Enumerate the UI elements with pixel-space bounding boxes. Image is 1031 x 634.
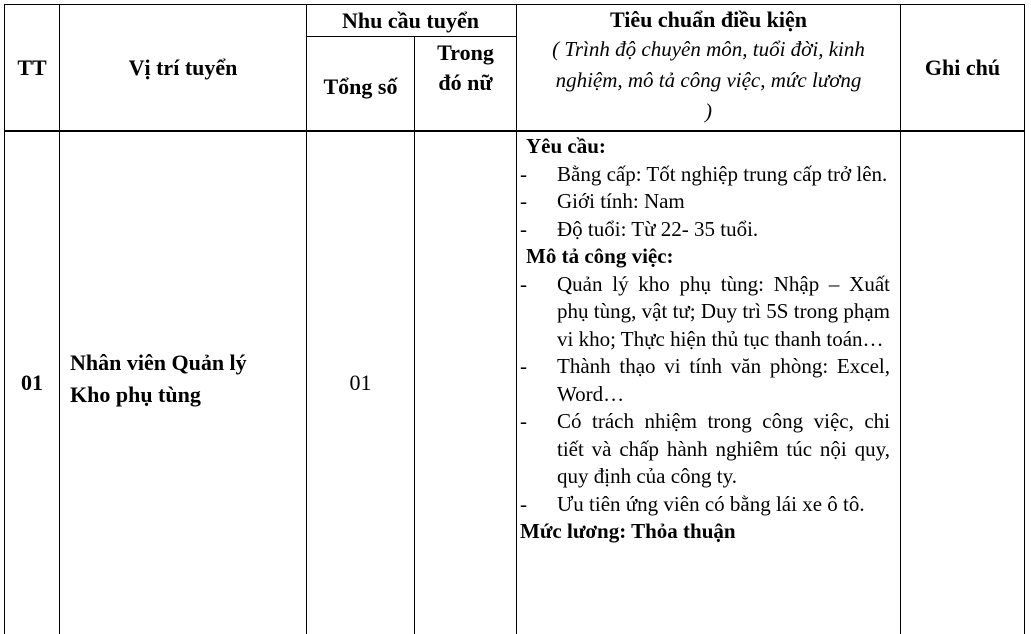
row-position: Nhân viên Quản lý Kho phụ tùng bbox=[70, 350, 247, 407]
header-demand: Nhu cầu tuyển bbox=[342, 7, 479, 33]
criteria-title: Tiêu chuẩn điều kiện bbox=[609, 7, 808, 32]
list-item: - Bằng cấp: Tốt nghiệp trung cấp trở lên. bbox=[520, 161, 888, 186]
border-right bbox=[1024, 4, 1025, 634]
list-item: - Giới tính: Nam bbox=[520, 189, 685, 213]
salary-line: Mức lương: Thỏa thuận bbox=[520, 519, 736, 543]
header-total: Tổng số bbox=[323, 73, 398, 99]
list-item: - Độ tuổi: Từ 22- 35 tuổi. bbox=[520, 216, 759, 241]
criteria-subtitle: ( Trình độ chuyên môn, tuổi đời, kinh nghiệm, mô tả công việc, mức lương ) bbox=[552, 37, 865, 123]
header-female: Trong đó nữ bbox=[437, 40, 494, 95]
row-criteria bbox=[518, 133, 890, 546]
row-tt: 01 bbox=[21, 370, 43, 395]
row-total: 01 bbox=[349, 370, 372, 395]
header-notes: Ghi chú bbox=[924, 54, 1001, 80]
requirements-heading: Yêu cầu: bbox=[526, 134, 606, 158]
header-position: Vị trí tuyển bbox=[128, 54, 238, 80]
job-description-heading: Mô tả công việc: bbox=[526, 244, 674, 268]
row-female bbox=[415, 132, 516, 634]
list-item: - Ưu tiên ứng viên có bằng lái xe ô tô. bbox=[520, 491, 865, 516]
list-item: - Thành thạo vi tính văn phòng: Excel, Word… bbox=[520, 354, 890, 406]
header-tt: TT bbox=[17, 54, 47, 80]
header-criteria bbox=[517, 5, 900, 130]
row-notes bbox=[901, 132, 1024, 634]
list-item: - Quản lý kho phụ tùng: Nhập – Xuất phụ tùng, vật tư; Duy trì 5S trong phạm vi kho; Thực hiện thủ tục thanh toán… bbox=[520, 271, 890, 351]
list-item: - Có trách nhiệm trong công việc, chi tiết và chấp hành nghiêm túc nội quy, quy định của công ty. bbox=[520, 409, 890, 488]
